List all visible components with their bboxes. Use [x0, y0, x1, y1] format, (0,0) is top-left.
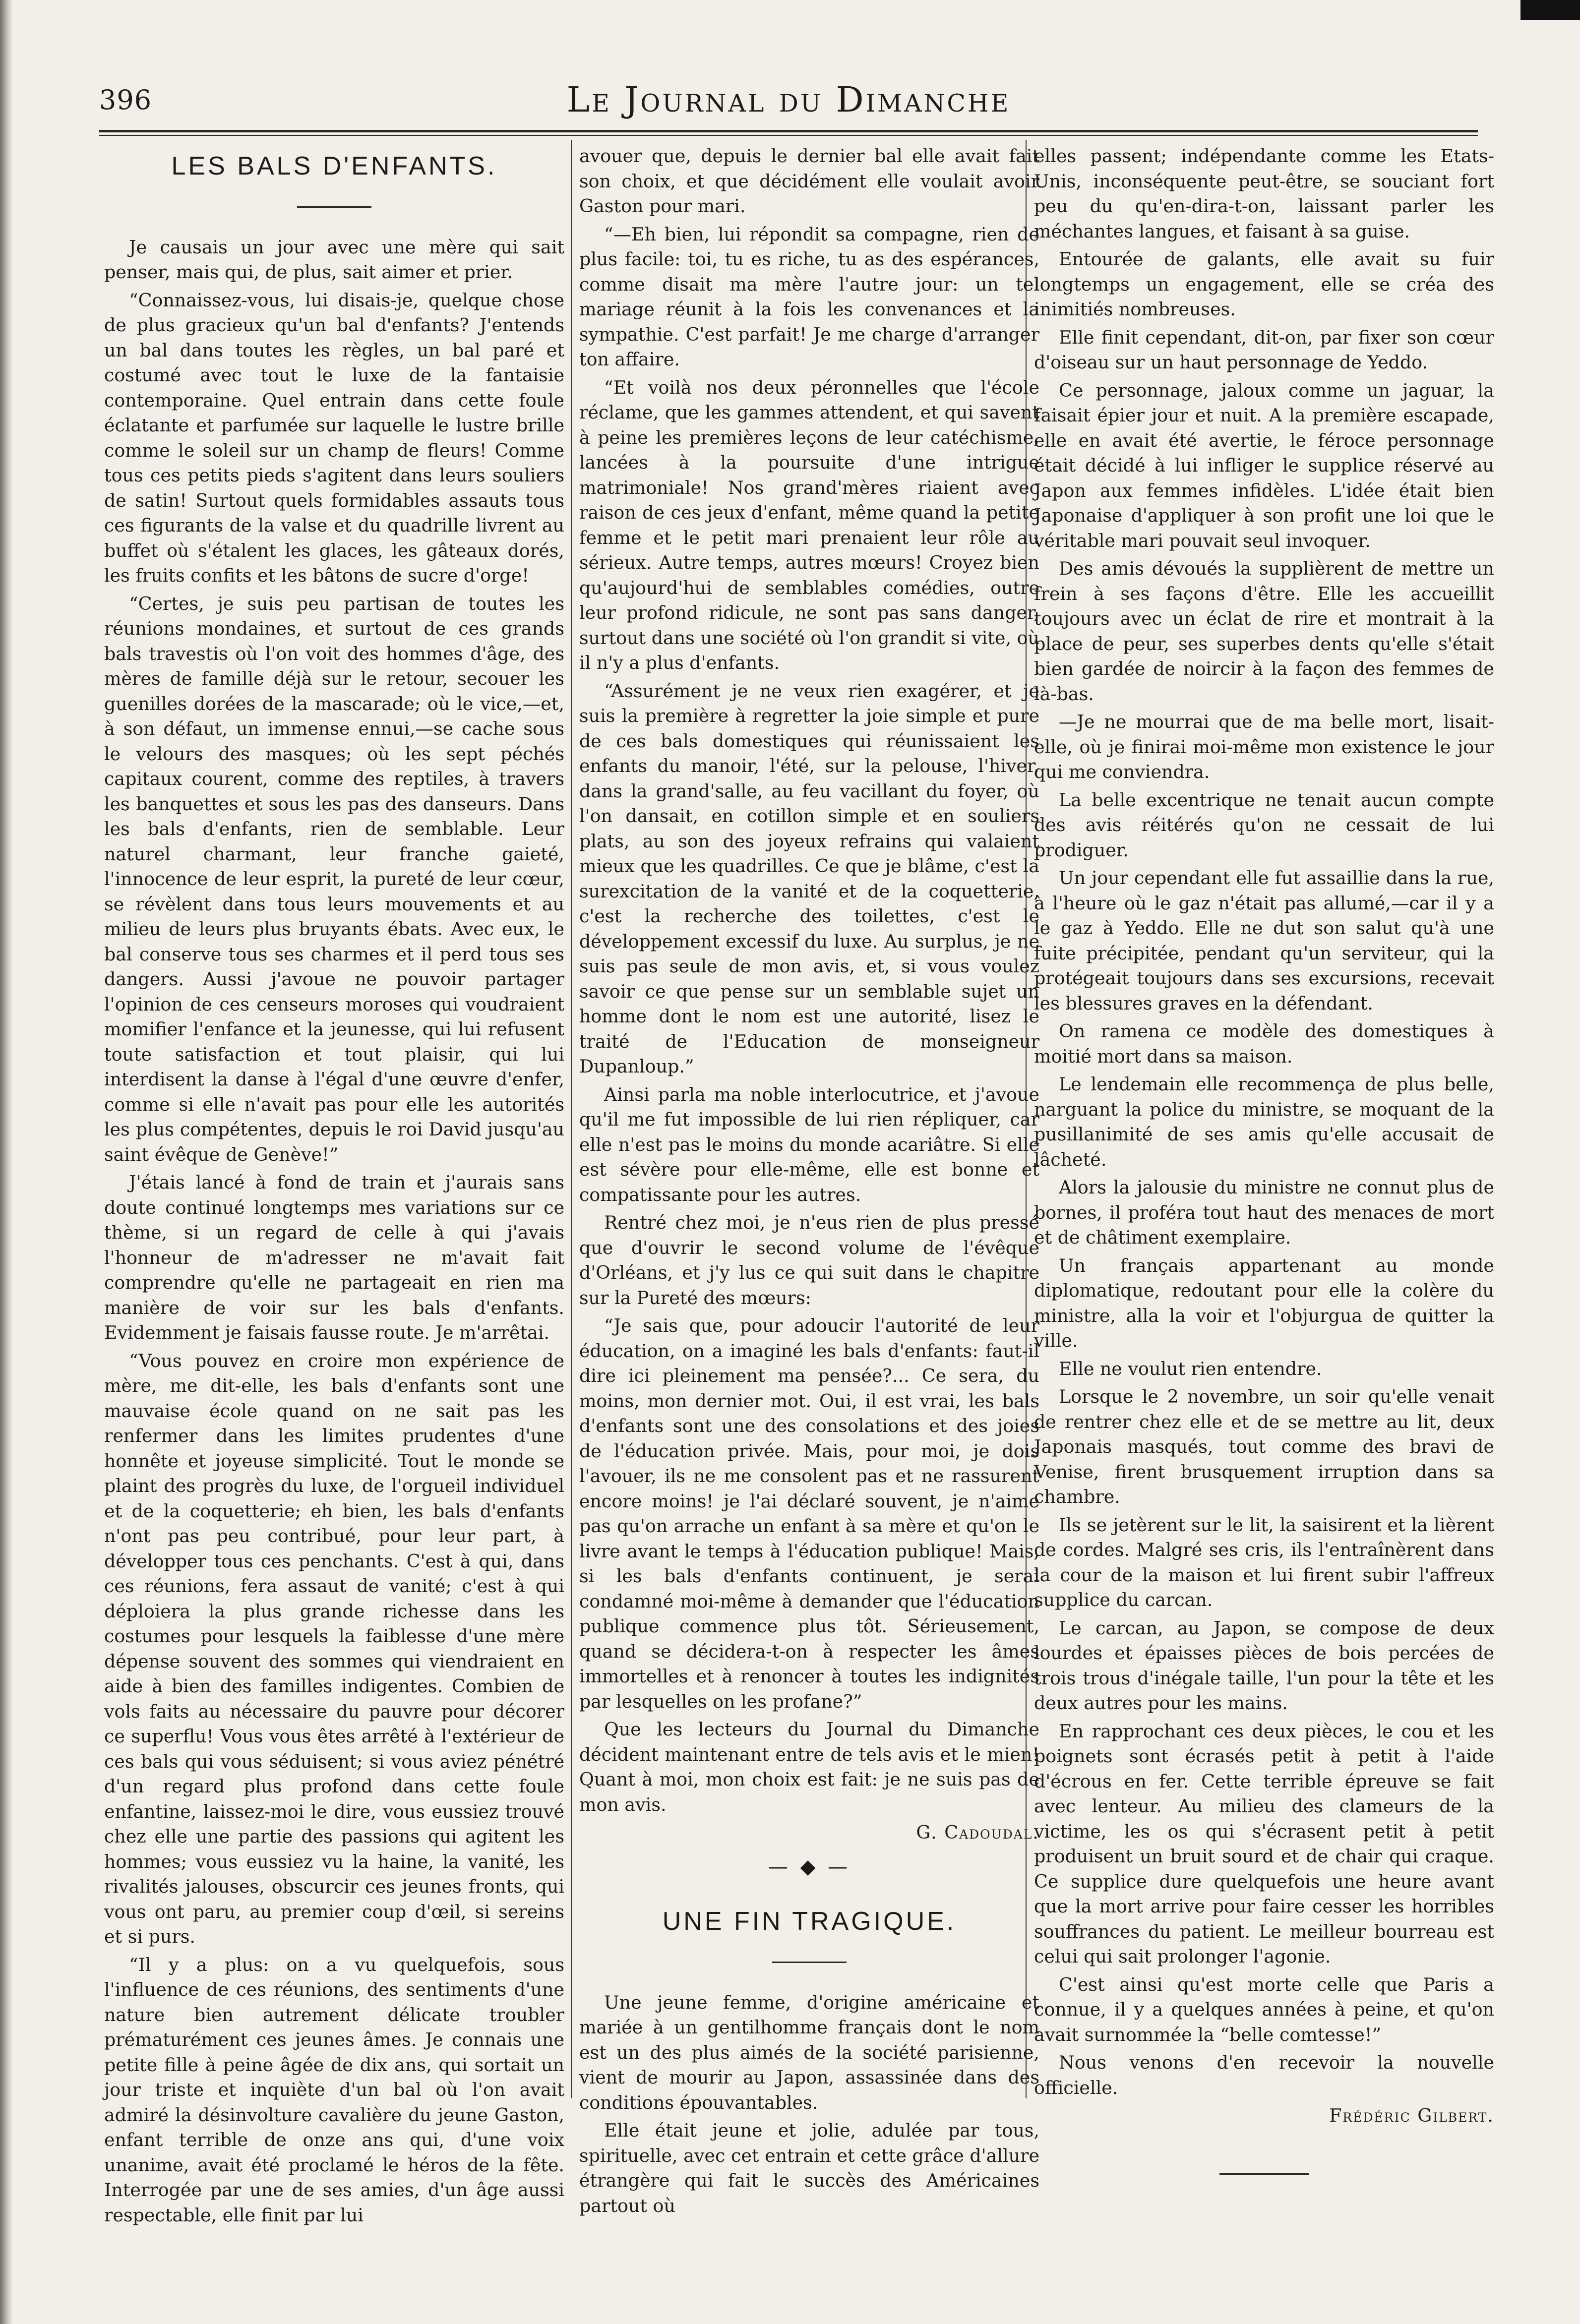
title-rule	[772, 1962, 847, 1963]
quoted-paragraph: “Je sais que, pour adoucir l'autorité de leur éducation, on a imaginé les bals d'enfants: faut-il dire ici pleinement ma pensée?... Ce sera, du moins, mon dernier mot. Oui, il est vrai, les bals d'enfants sont une des consolations et des joies de l'éducation privée. Mais, pour moi, je dois l'avouer, ils ne me consolent pas et ne rassurent encore moins! je l'ai déclaré souvent, je n'aime pas qu'on arrache un enfant à sa mère et qu'on le livre avant le temps à l'éducation publique! Mais, si les bals d'enfants continuent, je serai condamné moi-même à demander que l'éducation publique commence plus tôt. Sérieusement, quand se décidera-t-on à respecter les âmes immortelles et à renoncer à toutes les indignités par lesquelles on les profane?”	[579, 1315, 1039, 1712]
paragraph: Rentré chez moi, je n'eus rien de plus pressé que d'ouvrir le second volume de l'évêque d'Orléans, et j'y lus ce qui suit dans le chapitre sur la Pureté des mœurs:	[579, 1212, 1039, 1309]
header-rule	[99, 130, 1478, 136]
paragraph: “—Eh bien, lui répondit sa compagne, rien de plus facile: toi, tu es riche, tu as des espérances, comme disait ma mère l'autre jour: un tel mariage réunit à la fois les convenances et la sympathie. C'est parfait! Je me charge d'arranger ton affaire.	[579, 223, 1039, 370]
paragraph: Je causais un jour avec une mère qui sait penser, mais qui, de plus, sait aimer et prier.	[104, 236, 564, 283]
paragraph: Ils se jetèrent sur le lit, la saisirent et la lièrent de cordes. Malgré ses cris, ils l'entraînèrent dans la cour de la maison et lui firent subir l'affreux supplice du carcan.	[1034, 1514, 1494, 1610]
paragraph: Nous venons d'en recevoir la nouvelle officielle.	[1034, 2052, 1494, 2098]
column-separator	[571, 140, 572, 2098]
column-1	[104, 144, 564, 2231]
paragraph: En rapprochant ces deux pièces, le cou et les poignets sont écrasés petit à petit à l'aide d'écrous en fer. Cette terrible épreuve se fait avec lenteur. Au milieu des clameurs de la victime, les os qui s'écrasent petit à petit produisent un bruit sourd et de chair qui craque. Ce supplice dure quelquefois une heure avant que la mort arrive pour faire cesser les horribles souffrances du patient. Le meilleur bourreau est celui qui sait prolonger l'agonie.	[1034, 1720, 1494, 1967]
paragraph: Un jour cependant elle fut assaillie dans la rue, à l'heure où le gaz n'était pas allumé,—car il y a le gaz à Yeddo. Elle ne dut son salut qu'à une fuite précipitée, pendant qu'un serviteur, qui la protégeait toujours dans ses excursions, recevait les blessures graves en la défendant.	[1034, 867, 1494, 1014]
paragraph: “Certes, je suis peu partisan de toutes les réunions mondaines, et surtout de ces grands bals travestis où l'on voit des hommes d'âge, des mères de famille déjà sur le retour, secouer les guenilles dorées de la mascarade; où le vice,—et, à son défaut, un immense ennui,—se cache sous le velours des masques; où les sept péchés capitaux courent, comme des reptiles, à travers les banquettes et sous les pas des danseurs. Dans les bals d'enfants, rien de semblable. Leur naturel charmant, leur franche gaieté, l'innocence de leur esprit, la pureté de leur cœur, se révèlent dans tous leurs mouvements et au milieu de leurs plus bruyants ébats. Avec eux, le bal conserve tous ses charmes et il perd tous ses dangers. Aussi j'avoue ne pouvoir partager l'opinion de ces censeurs moroses qui voudraient momifier l'enfance et la jeunesse, qui lui refusent toute satisfaction et tout plaisir, qui lui interdisent la danse à l'égal d'une œuvre d'enfer, comme si elle n'avait pas pour elle les autorités les plus compétentes, depuis le roi David jusqu'au saint évêque de Genève!”	[104, 593, 564, 1165]
paragraph: Ce personnage, jaloux comme un jaguar, la faisait épier jour et nuit. A la première escapade, elle en avait été avertie, le féroce personnage était décidé à lui infliger le supplice réservé au Japon aux femmes infidèles. L'idée était bien Japonaise d'appliquer à son profit une loi que le véritable mari pouvait seul invoquer.	[1034, 379, 1494, 551]
page-number: 396	[99, 84, 152, 116]
paragraph: Une jeune femme, d'origine américaine et mariée à un gentilhomme français dont le nom est un des plus aimés de la société parisienne, vient de mourir au Japon, assassinée dans des conditions épouvantables.	[579, 1991, 1039, 2113]
paragraph: “Assurément je ne veux rien exagérer, et je suis la première à regretter la joie simple et pure de ces bals domestiques qui réunissaient les enfants du manoir, l'été, sur la pelouse, l'hiver, dans la grand'salle, au feu vacillant du foyer, où l'on dansait, en cotillon simple et en souliers plats, au son des joyeux refrains qui valaient mieux que les quadrilles. Ce que je blâme, c'est la surexcitation de la vanité et de la coquetterie, c'est la recherche des toilettes, c'est le développement excessif du luxe. Au surplus, je ne suis pas seule de mon avis, et, si vous voulez savoir ce que pense sur un semblable sujet un homme dont le nom est une autorité, lisez le traité de l'Education de monseigneur Dupanloup.”	[579, 680, 1039, 1077]
page-corner-mark	[1520, 0, 1580, 20]
paragraph: Elle finit cependant, dit-on, par fixer son cœur d'oiseau sur un haut personnage de Yeddo.	[1034, 326, 1494, 373]
title-rule	[297, 206, 371, 208]
paragraph: “Et voilà nos deux péronnelles que l'école réclame, que les gammes attendent, et qui savent à peine les premières leçons de leur catéchisme, lancées à la poursuite d'une intrigue matrimoniale! Nos grand'mères riaient avec raison de ces jeux d'enfant, même quand la petite femme et le petit mari prenaient leur rôle au sérieux. Autre temps, autres mœurs! Croyez bien qu'aujourd'hui de semblables comédies, outre leur profond ridicule, ne sont pas sans danger, surtout dans une société où l'on grandit si vite, où il n'y a plus d'enfants.	[579, 376, 1039, 673]
paragraph: “Connaissez-vous, lui disais-je, quelque chose de plus gracieux qu'un bal d'enfants? J'entends un bal dans toutes les règles, un bal paré et costumé avec tout le luxe de la fantaisie contemporaine. Quel entrain dans cette foule éclatante et parfumée sur laquelle le lustre brille comme le soleil sur un champ de fleurs! Comme tous ces petits pieds s'agitent dans leurs souliers de satin! Surtout quels formidables assauts tous ces figurants de la valse et du quadrille livrent au buffet où s'étalent les glaces, les gâteaux dorés, les fruits confits et les bâtons de sucre d'orge!	[104, 289, 564, 586]
paragraph: Un français appartenant au monde diplomatique, redoutant pour elle la colère du ministre, alla la voir et l'objurgua de quitter la ville.	[1034, 1254, 1494, 1351]
article-title: LES BALS D'ENFANTS.	[171, 152, 497, 180]
paragraph: “Vous pouvez en croire mon expérience de mère, me dit-elle, les bals d'enfants sont une mauvaise école quand on ne sait pas les renfermer dans les limites prudentes d'une honnête et joyeuse simplicité. Tout le monde se plaint des progrès du luxe, de l'orgueil individuel et de la coquetterie; eh bien, les bals d'enfants n'ont pas peu contribué, pour leur part, à développer tous ces penchants. C'est à qui, dans ces réunions, fera assaut de vanité; c'est à qui déploiera la plus grande richesse dans les costumes pour lesquels la faiblesse d'une mère dépense souvent des sommes qui viendraient en aide à bien des familles indigentes. Combien de vols faits au nécessaire du pauvre pour décorer ce superflu! Vous vous êtes arrêté à l'extérieur de ces bals qui vous séduisent; si vous aviez pénétré d'un regard plus profond dans cette foule enfantine, laissez-moi le dire, vous eussiez trouvé chez elle une partie des passions qui agitent les hommes; vous eussiez vu la haine, la vanité, les rivalités jalouses, obscurcir ces jeunes fronts, qui vous ont paru, au premier coup d'œil, si sereins et si purs.	[104, 1350, 564, 1947]
author-signature: Frédéric Gilbert.	[1329, 2105, 1494, 2126]
author-signature: G. Cadoudal.	[916, 1822, 1039, 1843]
paragraph: Elle ne voulut rien entendre.	[1059, 1358, 1322, 1379]
page-header	[99, 74, 1478, 119]
section-ornament: — ◆ —	[768, 1855, 851, 1878]
journal-title: Le Journal du Dimanche	[566, 79, 1011, 120]
paragraph: On ramena ce modèle des domestiques à moitié mort dans sa maison.	[1034, 1020, 1494, 1067]
paragraph: Alors la jalousie du ministre ne connut plus de bornes, il proféra tout haut des menaces de mort et de châtiment exemplaire.	[1034, 1177, 1494, 1248]
paragraph: Le carcan, au Japon, se compose de deux lourdes et épaisses pièces de bois percées de trois trous d'inégale taille, l'un pour la tête et les deux autres pour les mains.	[1034, 1617, 1494, 1714]
column-2	[579, 144, 1039, 2221]
paragraph: Ainsi parla ma noble interlocutrice, et j'avoue qu'il me fut impossible de lui rien répliquer, car elle n'est pas le moins du monde acariâtre. Si elle est sévère pour elle-même, elle est bonne et compatissante pour les autres.	[579, 1083, 1039, 1205]
page-scan-edge	[0, 0, 13, 2324]
paragraph: Des amis dévoués la supplièrent de mettre un frein à ses façons d'être. Elle les accueillit toujours avec un éclat de rire et montrait à la place de peur, ses superbes dents qu'elle s'était bien gardée de noircir à la façon des femmes de là-bas.	[1034, 558, 1494, 705]
paragraph: Entourée de galants, elle avait su fuir longtemps un engagement, elle se créa des inimitiés nombreuses.	[1034, 248, 1494, 320]
paragraph: Que les lecteurs du Journal du Dimanche décident maintenant entre de tels avis et le mien! Quant à moi, mon choix est fait: je ne suis pas de mon avis.	[579, 1719, 1039, 1815]
article-title: UNE FIN TRAGIQUE.	[662, 1907, 957, 1936]
paragraph: Le lendemain elle recommença de plus belle, narguant la police du ministre, se moquant de la pusillanimité de ses amis qu'elle accusait de lâcheté.	[1034, 1073, 1494, 1170]
paragraph: elles passent; indépendante comme les Etats-Unis, inconséquente peut-être, se souciant fort peu du qu'en-dira-t-on, laissant parler les méchantes langues, et faisant à sa guise.	[1034, 145, 1494, 242]
end-rule	[1219, 2173, 1309, 2175]
paragraph: La belle excentrique ne tenait aucun compte des avis réitérés qu'on ne cessait de lui prodiguer.	[1034, 789, 1494, 861]
paragraph: J'étais lancé à fond de train et j'aurais sans doute continué longtemps mes variations sur ce thème, si un regard de celle à qui j'avais l'honneur de m'adresser ne m'avait fait comprendre qu'elle ne partageait en rien ma manière de voir sur les bals d'enfants. Evidemment je faisais fausse route. Je m'arrêtai.	[104, 1172, 564, 1343]
paragraph: Lorsque le 2 novembre, un soir qu'elle venait de rentrer chez elle et de se mettre au lit, deux Japonais masqués, tout comme des bravi de Venise, firent brusquement irruption dans sa chambre.	[1034, 1386, 1494, 1507]
paragraph: avouer que, depuis le dernier bal elle avait fait son choix, et que décidément elle voulait avoir Gaston pour mari.	[579, 145, 1039, 217]
paragraph: —Je ne mourrai que de ma belle mort, lisait-elle, où je finirai moi-même mon existence le jour qui me conviendra.	[1034, 711, 1494, 782]
column-3	[1034, 144, 1494, 2175]
paragraph: Elle était jeune et jolie, adulée par tous, spirituelle, avec cet entrain et cette grâce d'allure étrangère qui fait le succès des Américaines partout où	[579, 2120, 1039, 2216]
paragraph: “Il y a plus: on a vu quelquefois, sous l'influence de ces réunions, des sentiments d'une nature bien autrement délicate troubler prématurément ces jeunes âmes. Je connais une petite fille à peine âgée de dix ans, qui sortait un jour triste et inquiète d'un bal où l'on avait admiré la désinvolture cavalière du jeune Gaston, enfant terrible de onze ans qui, d'une voix unanime, avait été proclamé le héros de la fête. Interrogée par une de ses amies, d'un âge aussi respectable, elle finit par lui	[104, 1954, 564, 2226]
paragraph: C'est ainsi qu'est morte celle que Paris a connue, il y a quelques années à peine, et qu'on avait surnommée la “belle comtesse!”	[1034, 1973, 1494, 2045]
